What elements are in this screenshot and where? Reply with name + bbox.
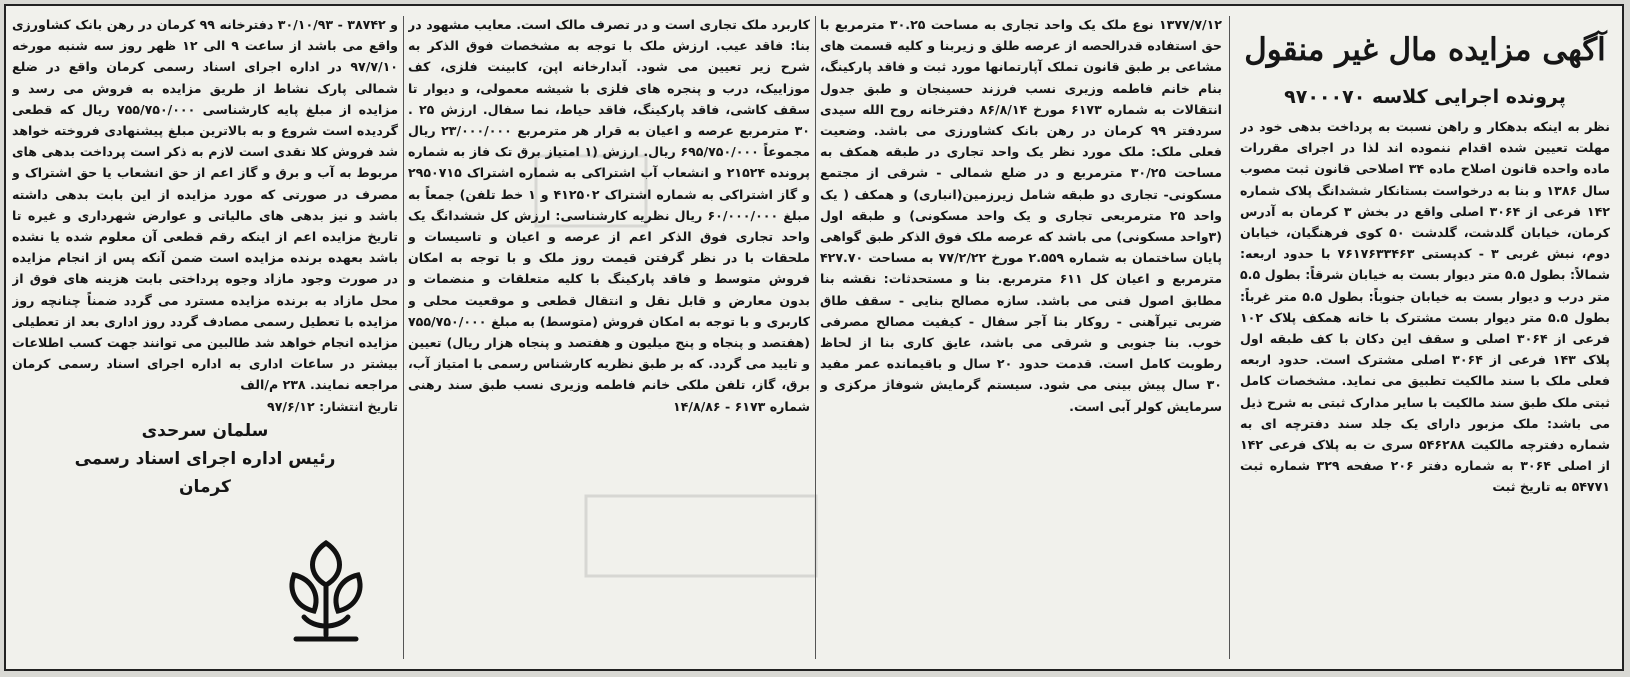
column-4-text: و ۳۸۷۴۲ - ۳۰/۱۰/۹۳ دفترخانه ۹۹ کرمان در رهن بانک کشاورزی واقع می باشد از ساعت ۹ الی ۱۲ ظهر روز سه شنبه مورخه ۹۷/۷/۱۰ در اداره اجرای اسناد رسمی کرمان واقع در ضلع شمالی پارک نشاط از طریق مزایده به فروش می رسد و مزایده از مبلغ پایه کارشناسی ۷۵۵/۷۵۰/۰۰۰ ریال که قطعی گردیده است شروع و به بالاترین مبلغ پیشنهادی فروخته خواهد شد فروش کلا نقدی است لازم به ذکر است پرداخت بدهی های مربوط به آب و برق و گاز اعم از حق انشعاب یا حق اشتراک و مصرف در صورتی که مورد مزایده از این بابت بدهی داشته باشد و نیز بدهی های مالیاتی و عوارض شهرداری و غیره تا تاریخ مزایده اعم از اینکه رقم قطعی آن معلوم شده یا نشده باشد بعهده برنده مزایده است ضمن آنکه پس از انجام مزایده در صورت وجود مازاد وجوه پرداختی بابت هزینه های فوق از محل مازاد به برنده مزایده مسترد می گردد ضمناً چنانچه روز مزایده با تعطیل رسمی مصادف گردد روز اداری بعد از تعطیلی مزایده انجام خواهد شد طالبین می توانند جهت کسب اطلاعات بیشتر در ساعات اداری به اداره اجرای اسناد رسمی کرمان مراجعه نمایند. ۲۳۸ م/الف (12, 17, 398, 393)
signer-city: کرمان (179, 476, 231, 497)
notice-sheet (4, 4, 1624, 671)
column-3 (408, 14, 810, 661)
column-divider (815, 16, 816, 659)
column-3-text: کاربرد ملک تجاری است و در تصرف مالک است. معایب مشهود در بنا: فاقد عیب. ارزش ملک با توجه به مشخصات فوق الذکر به شرح زیر تعیین می شود. آبدارخانه اپن، کابینت فلزی، کف موزاییک، درب و پنجره های فلزی با شیشه معمولی، و دیوار تا سقف کاشی، فاقد پارکینگ، فاقد حیاط، نما سفال. ارزش ۲۵ . ۳۰ مترمربع عرصه و اعیان به قرار هر مترمربع ۲۳/۰۰۰/۰۰۰ ریال مجموعاً ۶۹۵/۷۵۰/۰۰۰ ریال. ارزش (۱ امتیاز برق تک فاز به شماره پرونده ۲۱۵۲۴ و انشعاب آب اشتراکی به شماره اشتراک ۲۹۵۰۷۱۵ و گاز اشتراکی به شماره اشتراک ۴۱۲۵۰۲ و ۱ خط تلفن) جمعاً به مبلغ ۶۰/۰۰۰/۰۰۰ ریال نظریه کارشناسی: ارزش کل ششدانگ یک واحد تجاری فوق الذکر اعم از عرصه و اعیان و تاسیسات و ملحقات با در نظر گرفتن قیمت روز ملک و با توجه به امکان فروش متوسط و فاقد پارکینگ با کلیه متعلقات و منضمات و بدون معارض و قابل نقل و انتقال قطعی و موقعیت محلی و کاربری و با توجه به امکان فروش (متوسط) به مبلغ ۷۵۵/۷۵۰/۰۰۰ (هفتصد و پنجاه و پنج میلیون و هفتصد و پنجاه هزار ریال) تعیین و تایید می گردد. که بر طبق نظریه کارشناس رسمی با امتیاز آب، برق، گاز، تلفن ملکی خانم فاطمه وزیری نسب طبق سند رهنی شماره ۶۱۷۳ - ۱۴/۸/۸۶ (408, 17, 810, 414)
signer-title: رئیس اداره اجرای اسناد رسمی (74, 448, 336, 469)
column-divider (1229, 16, 1230, 659)
column-4 (12, 14, 398, 661)
registry-emblem-icon (274, 535, 378, 647)
publish-date: تاریخ انتشار: ۹۷/۶/۱۲ (267, 398, 398, 414)
column-2-text: ۱۳۷۷/۷/۱۲ نوع ملک یک واحد تجاری به مساحت ۳۰.۲۵ مترمربع با حق استفاده قدرالحصه از عرصه طلق و زیربنا و کلیه قسمت های مشاعی بر طبق قانون تملک آپارتمانها مورد ثبت و فاقد پارکینگ، بنام خانم فاطمه وزیری نسب فرزند حسینجان و طبق جدول انتقالات به شماره ۶۱۷۳ مورخ ۸۶/۸/۱۴ دفترخانه روح الله سیدی سردفتر ۹۹ کرمان در رهن بانک کشاورزی می باشد. وضعیت فعلی ملک: ملک مورد نظر یک واحد تجاری در طبقه همکف به مساحت ۳۰/۲۵ مترمربع و در ضلع شمالی - شرقی از مجتمع مسکونی- تجاری دو طبقه شامل زیرزمین(انباری) و همکف ( یک واحد ۲۵ مترمربعی تجاری و یک واحد مسکونی) و طبقه اول (۳واحد مسکونی) می باشد که عرصه ملک فوق الذکر طبق گواهی پایان ساختمان به شماره ۲.۵۵۹ مورخ ۷۷/۲/۲۲ به مساحت ۴۲۷.۷۰ مترمربع و اعیان کل ۶۱۱ مترمربع. بنا و مستحدثات: نقشه بنا مطابق اصول فنی می باشد. سازه مصالح بنایی - سقف طاق ضربی تیرآهنی - روکار بنا آجر سفال - کیفیت مصالح مصرفی خوب. بنا جنوبی و شرقی می باشد، عایق کاری بنا از لحاظ رطوبت کامل است. قدمت حدود ۲۰ سال و باقیمانده عمر مفید ۳۰ سال پیش بینی می شود. سیستم گرمایش شوفاژ مرکزی و سرمایش کولر آبی است. (820, 17, 1222, 414)
signature-block (12, 417, 398, 501)
column-1-text: نظر به اینکه بدهکار و راهن نسبت به پرداخت بدهی خود در مهلت تعیین شده اقدام ننموده اند لذا در اجرای مقررات ماده واحده قانون اصلاح ماده ۳۴ اصلاحی قانون ثبت مصوب سال ۱۳۸۶ و بنا به درخواست بستانکار ششدانگ پلاک شماره ۱۴۲ فرعی از ۳۰۶۴ اصلی واقع در بخش ۳ کرمان به آدرس کرمان، خیابان گلدشت، گلدشت ۵۰ کوی فرهنگیان، خیابان دوم، نبش غربی ۳ - کدپستی ۷۶۱۷۶۳۳۴۶۳ با حدود اربعه: شمالاً: بطول ۵.۵ متر دیوار بست به خیابان شرقاً: بطول ۵.۵ متر درب و دیوار بست به خیابان جنوباً: بطول ۵.۵ متر غرباً: بطول ۵.۵ متر دیوار بست مشترک با خانه همکف پلاک ۱۰۲ فرعی از ۳۰۶۴ اصلی و سقف این دکان با کف طبقه اول پلاک ۱۴۳ فرعی از ۳۰۶۴ اصلی مشترک است. حدود اربعه فعلی ملک با سند مالکیت تطبیق می نماید. مشخصات کامل ثبتی ملک طبق سند مالکیت با سایر مدارک ثبتی به شرح ذیل می باشد: ملک مزبور دارای یک جلد سند دفترچه ای به شماره دفترچه مالکیت ۵۴۶۲۸۸ سری ت به پلاک فرعی ۱۴۲ از اصلی ۳۰۶۴ به شماره دفتر ۲۰۶ صفحه ۳۲۹ شماره ثبت ۵۴۷۷۱ به تاریخ ثبت (1240, 119, 1610, 495)
column-divider (403, 16, 404, 659)
case-file-number: پرونده اجرایی کلاسه ۹۷۰۰۰۷۰ (1284, 86, 1566, 108)
notice-title: آگهی مزایده مال غیر منقول (1244, 32, 1606, 68)
column-1 (1240, 14, 1610, 661)
signer-name: سلمان سرحدی (141, 420, 269, 441)
column-2 (820, 14, 1222, 661)
